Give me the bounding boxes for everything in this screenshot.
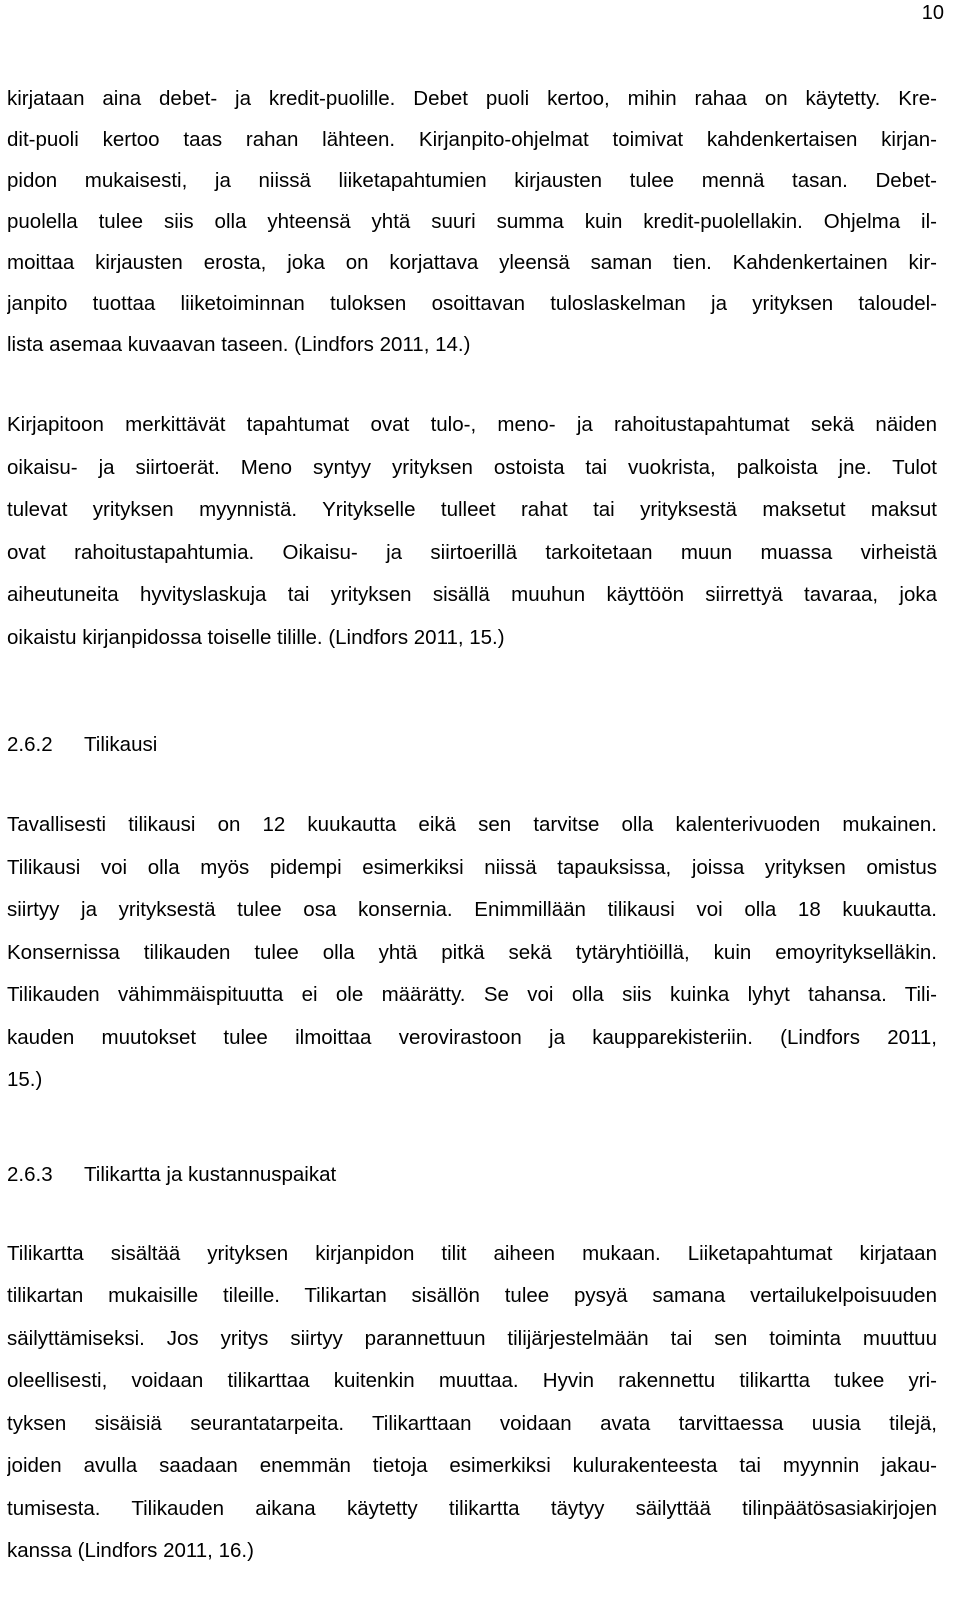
text-line: ovat rahoitustapahtumia. Oikaisu- ja siirtoerillä tarkoitetaan muun muassa virheistä (7, 540, 937, 564)
text-line: Tilikausi voi olla myös pidempi esimerkiksi niissä tapauksissa, joissa yrityksen omistus (7, 855, 937, 879)
text-line: janpito tuottaa liiketoiminnan tuloksen osoittavan tuloslaskelman ja yrityksen taloudel- (7, 292, 937, 315)
document-body (7, 78, 937, 1573)
page-number: 10 (921, 2, 944, 24)
text-line: tyksen sisäisiä seurantatarpeita. Tilikarttaan voidaan avata tarvittaessa uusia tilejä, (7, 1411, 937, 1435)
text-line: oikaisu- ja siirtoerät. Meno syntyy yrityksen ostoista tai vuokrista, palkoista jne. Tulot (7, 455, 937, 479)
text-line: lista asemaa kuvaavan taseen. (Lindfors 2011, 14.) (7, 333, 471, 356)
text-line: moittaa kirjausten erosta, joka on korjattava yleensä saman tien. Kahdenkertainen kir- (7, 251, 937, 274)
text-line: Konsernissa tilikauden tulee olla yhtä pitkä sekä tytäryhtiöillä, kuin emoyrityksellä​kin. (7, 940, 937, 964)
text-line: Tavallisesti tilikausi on 12 kuukautta eikä sen tarvitse olla kalenterivuoden mukainen. (7, 813, 937, 836)
text-line: kirjataan aina debet- ja kredit-puolille. Debet puoli kertoo, mihin rahaa on käytetty. Kre- (7, 87, 937, 110)
text-line: tilikartan mukaisille tileille. Tilikartan sisällön tulee pysyä samana vertailukelpoisuuden (7, 1284, 937, 1307)
text-line: dit-puoli kertoo taas rahan lähteen. Kirjanpito-ohjelmat toimivat kahdenkertaisen kirjan- (7, 128, 937, 151)
text-line: puolella tulee siis olla yhteensä yhtä suuri summa kuin kredit-puolellakin. Ohjelma il- (7, 210, 937, 233)
text-line: 15.) (7, 1068, 43, 1091)
text-line: Tilikauden vähimmäispituutta ei ole määrätty. Se voi olla siis kuinka lyhyt tahansa. Tili- (7, 983, 937, 1006)
section-heading-tilikartta (7, 1154, 937, 1195)
section-number: 2.6.3 (7, 1162, 53, 1186)
section-number: 2.6.2 (7, 733, 53, 756)
text-line: kanssa (Lindfors 2011, 16.) (7, 1539, 254, 1562)
paragraph-bookkeeping (7, 78, 937, 365)
section-title: Tilikartta ja kustannuspaikat (84, 1162, 337, 1186)
text-line: oleellisesti, voidaan tilikarttaa kuitenkin muuttaa. Hyvin rakennettu tilikartta tukee yri- (7, 1369, 937, 1392)
text-line: oikaistu kirjanpidossa toiselle tilille. (Lindfors 2011, 15.) (7, 625, 505, 649)
section-title: Tilikausi (84, 733, 158, 756)
text-line: kauden muutokset tulee ilmoittaa verovirastoon ja kaupparekisteriin. (Lindfors 2011, (7, 1025, 937, 1049)
paragraph-tilikartta (7, 1233, 937, 1573)
text-line: Kirjapitoon merkittävät tapahtumat ovat tulo-, meno- ja rahoitustapahtumat sekä näiden (7, 413, 937, 436)
section-heading-tilikausi (7, 724, 937, 765)
text-line: aiheutuneita hyvityslaskuja tai yrityksen sisällä muuhun käyttöön siirrettyä tavaraa, joka (7, 583, 937, 606)
text-line: tumisesta. Tilikauden aikana käytetty tilikartta täytyy säilyttää tilinpäätösasiakirjojen (7, 1496, 937, 1520)
paragraph-tilikausi (7, 804, 937, 1102)
text-line: säilyttämiseksi. Jos yritys siirtyy parannettuun tilijärjestelmään tai sen toiminta muuttuu (7, 1326, 937, 1350)
paragraph-transactions (7, 404, 937, 659)
text-line: pidon mukaisesti, ja niissä liiketapahtumien kirjausten tulee mennä tasan. Debet- (7, 169, 937, 192)
text-line: tulevat yrityksen myynnistä. Yritykselle tulleet rahat tai yrityksestä maksetut maksut (7, 498, 937, 521)
text-line: siirtyy ja yrityksestä tulee osa konsernia. Enimmillään tilikausi voi olla 18 kuukautta. (7, 898, 937, 921)
text-line: Tilikartta sisältää yrityksen kirjanpidon tilit aiheen mukaan. Liiketapahtumat kirjataan (7, 1241, 937, 1265)
text-line: joiden avulla saadaan enemmän tietoja esimerkiksi kulurakenteesta tai myynnin jakau- (7, 1454, 937, 1477)
